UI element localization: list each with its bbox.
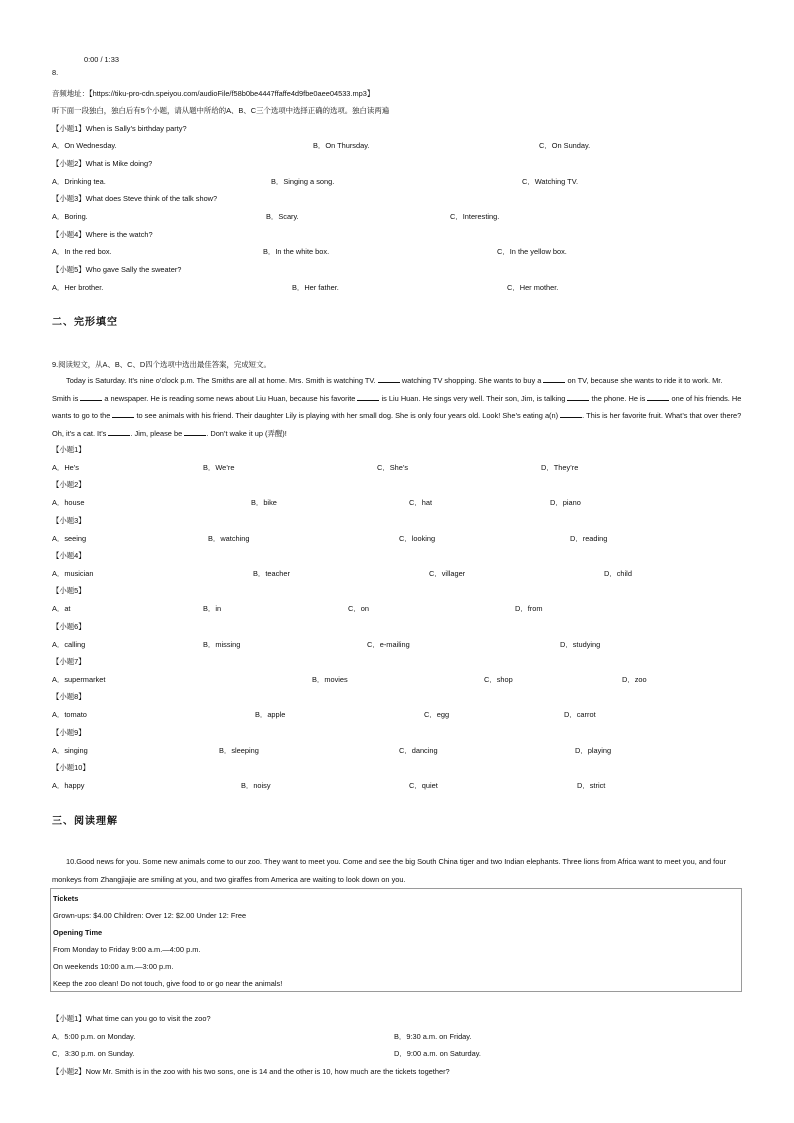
zoo-info-box xyxy=(50,888,742,992)
option-b[interactable]: B．missing xyxy=(203,640,241,649)
question-text: 【小题2】Now Mr. Smith is in the zoo with his two sons, one is 14 and the other is 10, how much are the tickets together? xyxy=(52,1067,450,1076)
option-a[interactable]: A．calling xyxy=(52,640,86,649)
question-label: 【小题6】 xyxy=(52,622,86,631)
option-c[interactable]: C．She’s xyxy=(377,463,409,472)
option-d[interactable]: D．They’re xyxy=(541,463,579,472)
blank-10[interactable] xyxy=(184,429,206,436)
option-d[interactable]: D．zoo xyxy=(622,675,647,684)
option-b[interactable]: B．in xyxy=(203,604,222,613)
option-c[interactable]: C．e-mailing xyxy=(367,640,410,649)
question-text: 【小题4】Where is the watch? xyxy=(52,230,153,239)
option-d[interactable]: D．child xyxy=(604,569,632,578)
question-label: 【小题8】 xyxy=(52,692,86,701)
option-c[interactable]: C．hat xyxy=(409,498,433,507)
option-b[interactable]: B．In the white box. xyxy=(263,247,330,256)
section-title-reading: 三、阅读理解 xyxy=(52,816,118,827)
option-b[interactable]: B．movies xyxy=(312,675,348,684)
blank-9[interactable] xyxy=(108,429,130,436)
question-label: 【小题9】 xyxy=(52,728,86,737)
question-label: 【小题1】 xyxy=(52,445,86,454)
question-text: 【小题1】When is Sally’s birthday party? xyxy=(52,124,187,133)
question-text: 【小题2】What is Mike doing? xyxy=(52,159,153,168)
option-a[interactable]: A．He’s xyxy=(52,463,79,472)
question-text: 【小题3】What does Steve think of the talk show? xyxy=(52,194,218,203)
option-c[interactable]: C．Interesting. xyxy=(450,212,500,221)
blank-7[interactable] xyxy=(112,411,134,418)
question-label: 【小题4】 xyxy=(52,551,86,560)
blank-1[interactable] xyxy=(378,376,400,383)
question-label: 【小题7】 xyxy=(52,657,86,666)
option-b[interactable]: B．Her father. xyxy=(292,283,339,292)
option-a[interactable]: A．5:00 p.m. on Monday. xyxy=(52,1032,136,1041)
question-number: 8. xyxy=(52,68,59,77)
option-a[interactable]: A．musician xyxy=(52,569,94,578)
option-b[interactable]: B．9:30 a.m. on Friday. xyxy=(394,1032,472,1041)
option-a[interactable]: A．On Wednesday. xyxy=(52,141,117,150)
blank-5[interactable] xyxy=(567,394,589,401)
section-title-cloze: 二、完形填空 xyxy=(52,317,118,328)
option-d[interactable]: D．piano xyxy=(550,498,581,507)
question-text: 【小题1】What time can you go to visit the zoo? xyxy=(52,1014,211,1023)
zoo-rules: Keep the zoo clean! Do not touch, give food to or go near the animals! xyxy=(53,979,283,988)
option-c[interactable]: C．on xyxy=(348,604,369,613)
option-b[interactable]: B．Singing a song. xyxy=(271,177,335,186)
question-label: 【小题10】 xyxy=(52,763,90,772)
option-d[interactable]: D．studying xyxy=(560,640,601,649)
blank-6[interactable] xyxy=(647,394,669,401)
option-c[interactable]: C．Watching TV. xyxy=(522,177,578,186)
option-c[interactable]: C．In the yellow box. xyxy=(497,247,567,256)
option-b[interactable]: B．teacher xyxy=(253,569,290,578)
option-c[interactable]: C．villager xyxy=(429,569,466,578)
audio-time[interactable]: 0:00 / 1:33 xyxy=(84,55,119,64)
tickets-prices: Grown-ups: $4.00 Children: Over 12: $2.00 Under 12: Free xyxy=(53,911,247,920)
blank-8[interactable] xyxy=(560,411,582,418)
option-a[interactable]: A．Her brother. xyxy=(52,283,104,292)
option-c[interactable]: C．dancing xyxy=(399,746,438,755)
option-b[interactable]: B．watching xyxy=(208,534,250,543)
option-d[interactable]: D．reading xyxy=(570,534,608,543)
option-a[interactable]: A．Boring. xyxy=(52,212,88,221)
option-b[interactable]: B．apple xyxy=(255,710,286,719)
option-a[interactable]: A．In the red box. xyxy=(52,247,112,256)
blank-4[interactable] xyxy=(357,394,379,401)
option-d[interactable]: D．strict xyxy=(577,781,606,790)
question-label: 【小题3】 xyxy=(52,516,86,525)
weekend-hours: On weekends 10:00 a.m.—3:00 p.m. xyxy=(53,962,174,971)
blank-2[interactable] xyxy=(543,376,565,383)
blank-3[interactable] xyxy=(80,394,102,401)
cloze-intro: 9.阅读短文，从A、B、C、D四个选项中选出最佳答案，完成短文。 xyxy=(52,360,271,369)
option-a[interactable]: A．supermarket xyxy=(52,675,106,684)
option-a[interactable]: A．happy xyxy=(52,781,85,790)
option-a[interactable]: A．seeing xyxy=(52,534,87,543)
audio-url[interactable]: 音频地址：【https://tiku-pro-cdn.speiyou.com/audioFile/f58b0be4447ffaffe4d9fbe0aee04533.mp3】 xyxy=(52,89,375,98)
option-d[interactable]: D．9:00 a.m. on Saturday. xyxy=(394,1049,481,1058)
option-d[interactable]: D．from xyxy=(515,604,543,613)
question-text: 【小题5】Who gave Sally the sweater? xyxy=(52,265,182,274)
tickets-title: Tickets xyxy=(53,894,79,903)
reading-passage: 10.Good news for you. Some new animals come to our zoo. They want to meet you. Come and see the big South China tiger and two Indian elephants. Three lions from Africa want to meet you, and four monkeys from Zhangjiajie are smiling at you, and two giraffes from America are waiting to look down on you. xyxy=(52,857,726,884)
option-b[interactable]: B．sleeping xyxy=(219,746,259,755)
option-b[interactable]: B．On Thursday. xyxy=(313,141,370,150)
option-a[interactable]: A．singing xyxy=(52,746,88,755)
weekday-hours: From Monday to Friday 9:00 a.m.—4:00 p.m. xyxy=(53,945,201,954)
listening-instruction: 听下面一段独白，独白后有5个小题，请从题中所给的A、B、C三个选项中选择正确的选项。独白读两遍 xyxy=(52,106,390,115)
option-a[interactable]: A．house xyxy=(52,498,85,507)
option-b[interactable]: B．We’re xyxy=(203,463,235,472)
question-label: 【小题5】 xyxy=(52,586,86,595)
option-a[interactable]: A．at xyxy=(52,604,71,613)
option-c[interactable]: C．3:30 p.m. on Sunday. xyxy=(52,1049,135,1058)
option-d[interactable]: D．playing xyxy=(575,746,612,755)
opening-time-title: Opening Time xyxy=(53,928,103,937)
option-b[interactable]: B．Scary. xyxy=(266,212,299,221)
option-a[interactable]: A．tomato xyxy=(52,710,87,719)
question-label: 【小题2】 xyxy=(52,480,86,489)
option-c[interactable]: C．looking xyxy=(399,534,436,543)
option-c[interactable]: C．Her mother. xyxy=(507,283,559,292)
option-c[interactable]: C．shop xyxy=(484,675,513,684)
option-b[interactable]: B．noisy xyxy=(241,781,271,790)
option-b[interactable]: B．bike xyxy=(251,498,277,507)
option-a[interactable]: A．Drinking tea. xyxy=(52,177,106,186)
option-c[interactable]: C．On Sunday. xyxy=(539,141,591,150)
option-c[interactable]: C．egg xyxy=(424,710,450,719)
option-d[interactable]: D．carrot xyxy=(564,710,596,719)
cloze-passage: Today is Saturday. It’s nine o’clock p.m. The Smiths are all at home. Mrs. Smith is watching TV. watching TV shopping. She wants to buy a on TV, because she wants to ride it to work. Mr. Smith is a newspaper. He is reading some news about Liu Huan, because his favorite is Liu Huan. He sings very well. Their son, Jim, is talking the phone. He is one of his friends. He wants to go to the to see animals with his friend. Their daughter Lily is playing with her small dog. She is only four years old. Look! She’s eating a(n) . This is her favorite fruit. What’s that over there? Oh, it’s a cat. It’s . Jim, please be . Don’t wake it up (弄醒)! xyxy=(52,376,742,439)
option-c[interactable]: C．quiet xyxy=(409,781,438,790)
